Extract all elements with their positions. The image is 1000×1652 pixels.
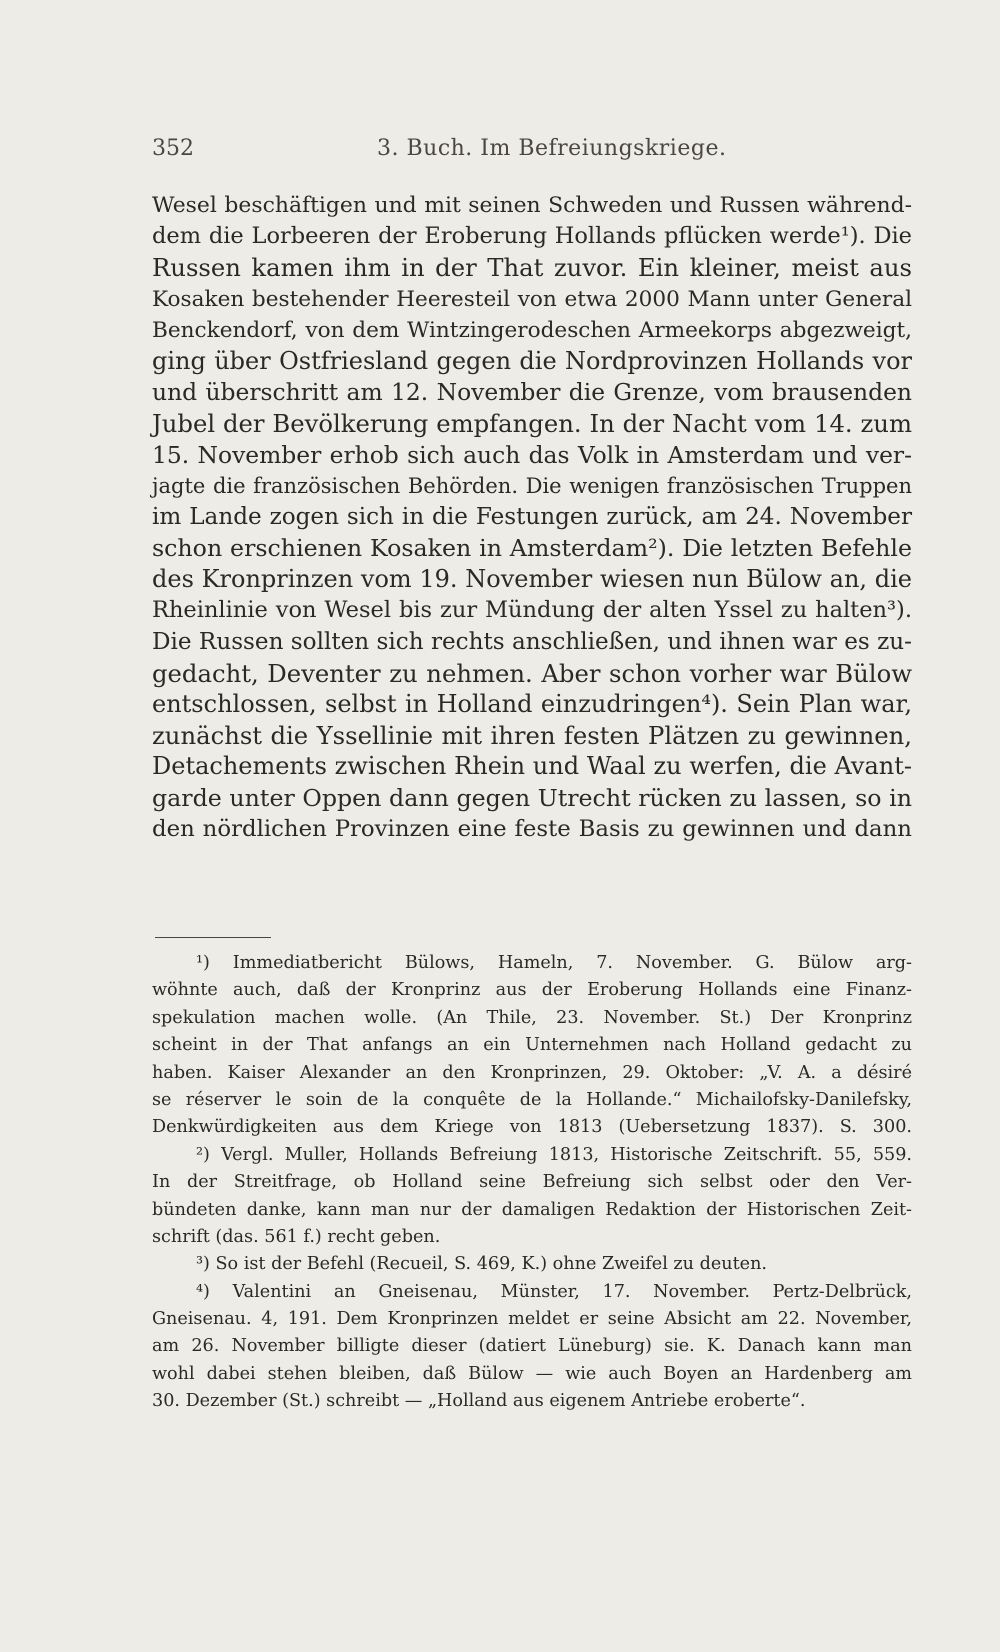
body-line: Die Russen sollten sich rechts anschließen, und ihnen war es zu- [152,628,912,655]
body-line: Wesel beschäftigen und mit seinen Schweden und Russen während- [152,193,912,218]
footnote-line: ³) So ist der Befehl (Recueil, S. 469, K.) ohne Zweifel zu deuten. [196,1254,768,1275]
footnote-line: schrift (das. 561 f.) recht geben. [152,1226,441,1247]
footnote-line: ²) Vergl. Muller, Hollands Befreiung 1813, Historische Zeitschrift. 55, 559. [196,1144,912,1165]
body-line: Kosaken bestehender Heeresteil von etwa 2000 Mann unter General [152,286,912,312]
footnote-line: Gneisenau. 4, 191. Dem Kronprinzen meldet er seine Absicht am 22. November, [152,1309,912,1330]
footnote-line: bündeten danke, kann man nur der damaligen Redaktion der Historischen Zeit- [152,1199,912,1220]
page-header [152,136,912,172]
body-line: Detachements zwischen Rhein und Waal zu werfen, die Avant- [152,752,912,781]
body-line: entschlossen, selbst in Holland einzudringen⁴). Sein Plan war, [152,690,912,718]
body-line: garde unter Oppen dann gegen Utrecht rücken zu lassen, so in [152,783,912,812]
footnote-line: spekulation machen wolle. (An Thile, 23. November. St.) Der Kronprinz [152,1007,912,1028]
body-line: 15. November erhob sich auch das Volk in Amsterdam und ver- [152,440,912,469]
footnote-separator [155,937,271,938]
body-line: Rheinlinie von Wesel bis zur Mündung der alten Yssel zu halten³). [152,597,912,624]
footnote-line: ⁴) Valentini an Gneisenau, Münster, 17. November. Pertz-Delbrück, [196,1281,912,1302]
body-line: Russen kamen ihm in der That zuvor. Ein kleiner, meist aus [152,253,912,283]
footnote-line: am 26. November billigte dieser (datiert Lüneburg) sie. K. Danach kann man [152,1336,912,1357]
body-line: gedacht, Deventer zu nehmen. Aber schon vorher war Bülow [152,658,912,688]
body-line: ging über Ostfriesland gegen die Nordprovinzen Hollands vor [152,346,912,375]
body-line: den nördlichen Provinzen eine feste Basis zu gewinnen und dann [152,815,912,842]
body-line: zunächst die Yssellinie mit ihren festen Plätzen zu gewinnen, [152,721,912,751]
footnote-line: Denkwürdigkeiten aus dem Kriege von 1813 (Uebersetzung 1837). S. 300. [152,1117,912,1138]
body-text [152,190,912,845]
body-line: Benckendorf, von dem Wintzingerodeschen Armeekorps abgezweigt, [152,317,912,343]
footnote-line: ¹) Immediatbericht Bülows, Hameln, 7. November. G. Bülow arg- [196,953,912,973]
body-line: Jubel der Bevölkerung empfangen. In der Nacht vom 14. zum [152,409,912,439]
footnote-line: se réserver le soin de la conquête de la Hollande.“ Michailofsky-Danilefsky, [152,1089,912,1110]
body-line: dem die Lorbeeren der Eroberung Hollands pflücken werde¹). Die [152,223,912,250]
page-number: 352 [152,136,194,161]
body-line: im Lande zogen sich in die Festungen zurück, am 24. November [152,503,912,530]
footnote-line: wöhnte auch, daß der Kronprinz aus der Eroberung Hollands eine Finanz- [152,980,912,1001]
body-line: jagte die französischen Behörden. Die wenigen französischen Truppen [152,473,912,498]
running-title: 3. Buch. Im Befreiungskriege. [377,136,727,161]
body-line: und überschritt am 12. November die Grenze, vom brausenden [152,378,912,407]
footnote-line: In der Streitfrage, ob Holland seine Befreiung sich selbst oder den Ver- [152,1172,912,1193]
footnotes [152,950,912,1416]
body-line: des Kronprinzen vom 19. November wiesen nun Bülow an, die [152,565,912,594]
body-line: schon erschienen Kosaken in Amsterdam²). Die letzten Befehle [152,534,912,563]
footnote-line: scheint in der That anfangs an ein Unternehmen nach Holland gedacht zu [152,1035,912,1056]
footnote-line: haben. Kaiser Alexander an den Kronprinzen, 29. Oktober: „V. A. a désiré [152,1062,912,1083]
footnote-line: 30. Dezember (St.) schreibt — „Holland aus eigenem Antriebe eroberte“. [152,1391,806,1412]
footnote-line: wohl dabei stehen bleiben, daß Bülow — wie auch Boyen an Hardenberg am [152,1363,912,1384]
